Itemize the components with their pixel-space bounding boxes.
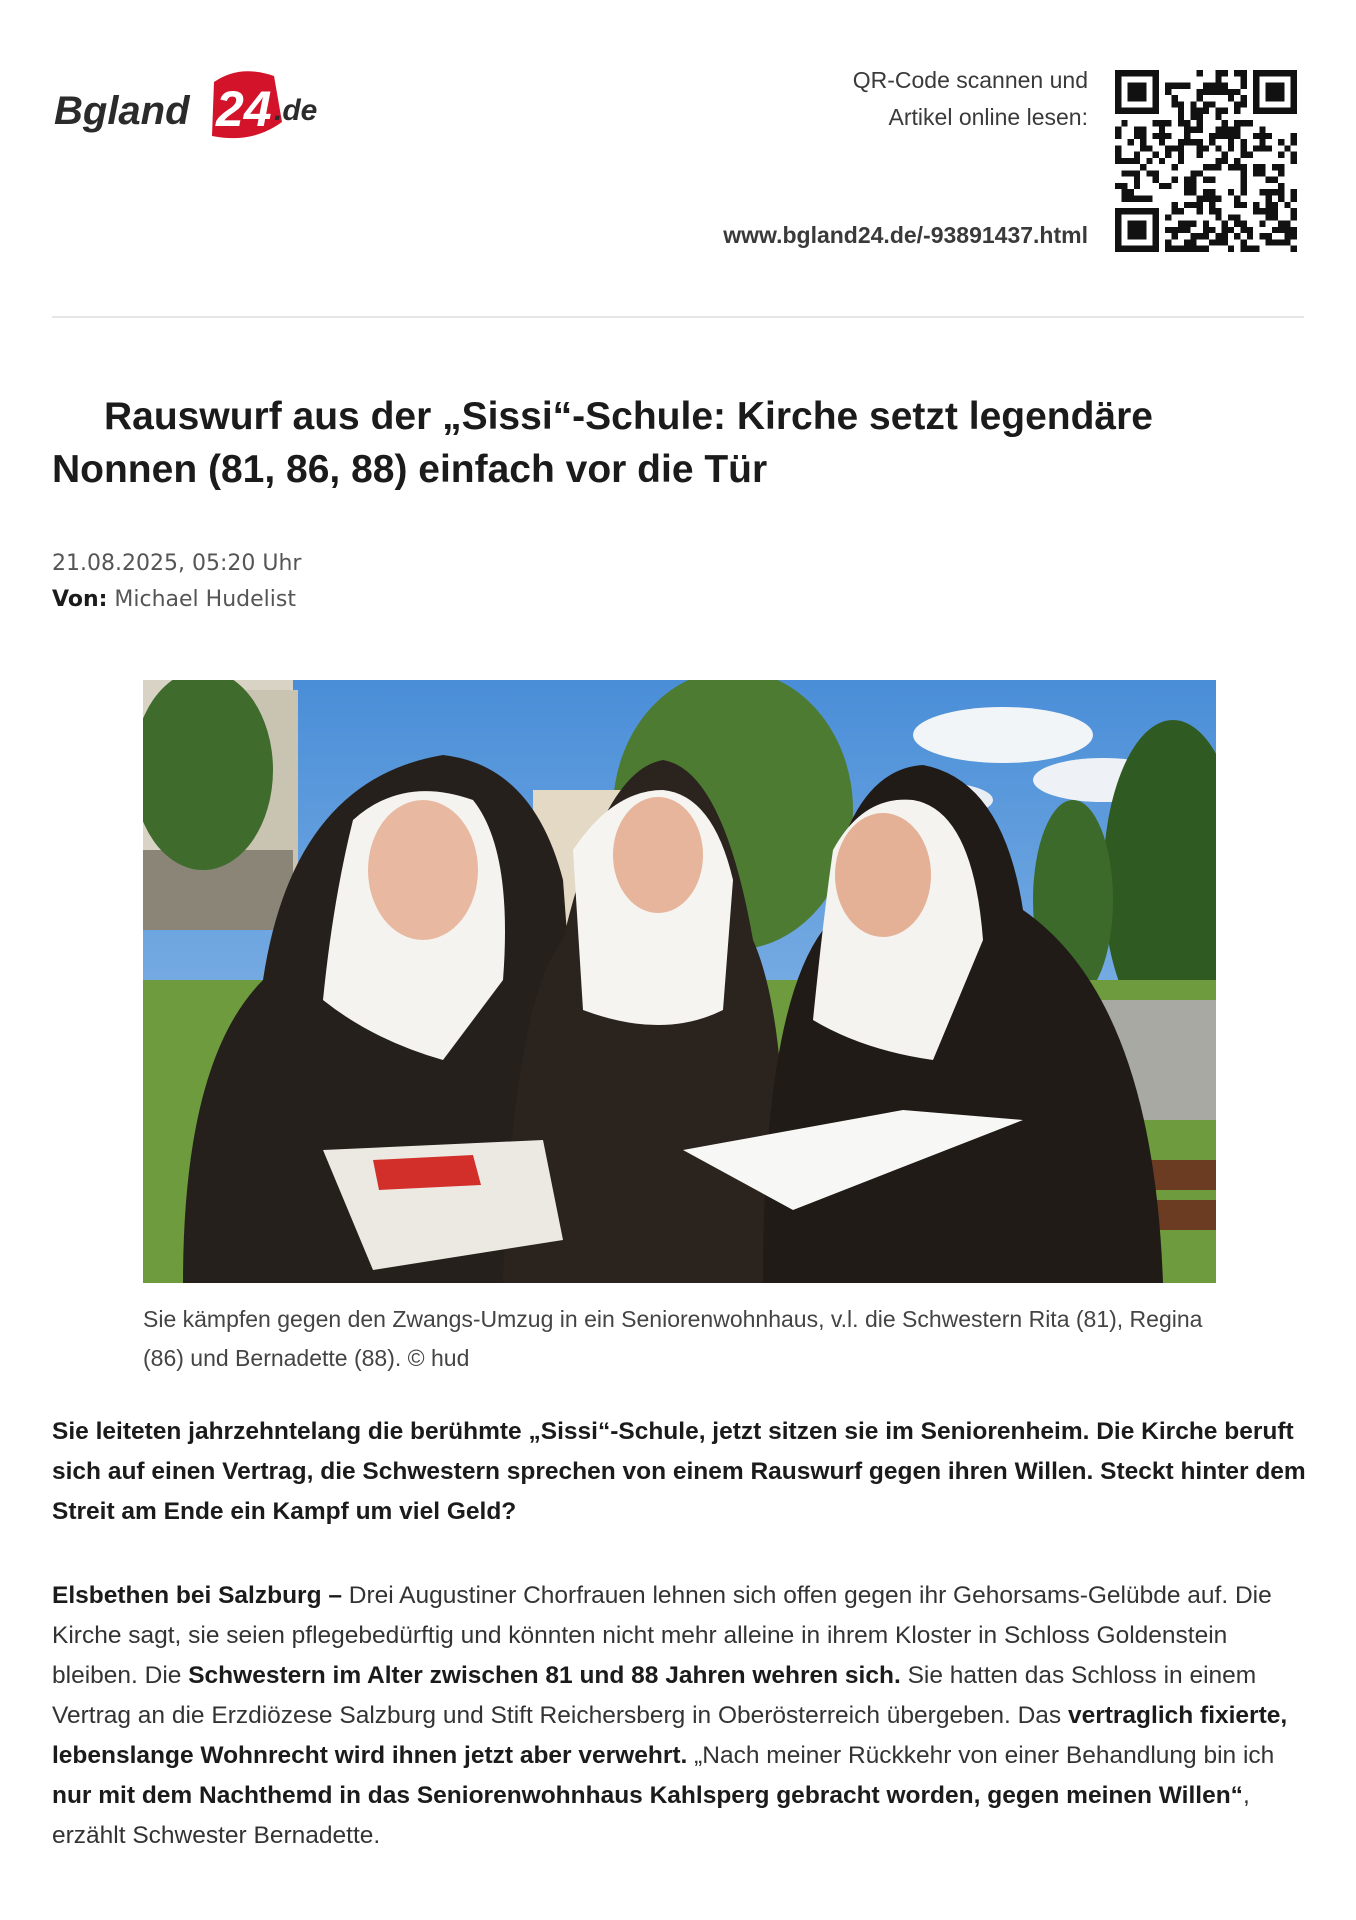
qr-caption-line1: QR-Code scannen und xyxy=(852,67,1088,93)
bgland24-logo[interactable] xyxy=(52,62,327,146)
headline-text: Rauswurf aus der „Sissi“-Schule: Kirche setzt legendäre Nonnen (81, 86, 88) einfach vor die Tür xyxy=(52,395,1153,491)
svg-text:.de: .de xyxy=(274,94,318,127)
body-text-segment: Drei Augustiner Chorfrauen lehnen sich offen gegen ihr Gehorsams-Gelübde auf. Die Kirche sagt, sie seien pflegebedürftig und könnten nicht mehr alleine in ihrem Kloster in Schloss Goldenstein bleiben. Die xyxy=(52,1582,1272,1689)
logo-wordmark xyxy=(54,71,317,138)
article-lead: Sie leiteten jahrzehntelang die berühmte „Sissi“-Schule, jetzt sitzen sie im Seniorenheim. Die Kirche beruft sich auf einen Vertrag, die Schwestern sprechen von einem Rauswurf gegen ihren Willen. Steckt hinter dem Streit am Ende ein Kampf um viel Geld? xyxy=(52,1418,1306,1525)
qr-caption-line2: Artikel online lesen: xyxy=(888,104,1088,130)
body-emphasis: Schwestern im Alter zwischen 81 und 88 Jahren wehren sich. xyxy=(188,1662,901,1689)
author-name: Michael Hudelist xyxy=(114,587,296,612)
author-label: Von: xyxy=(52,587,108,612)
article-photo xyxy=(143,680,1216,1283)
article-date: 21.08.2025, 05:20 Uhr xyxy=(52,551,302,576)
article-headline xyxy=(52,390,1292,496)
article-url[interactable]: www.bgland24.de/-93891437.html xyxy=(723,222,1088,248)
header-divider xyxy=(52,316,1304,318)
dateline: Elsbethen bei Salzburg – xyxy=(52,1582,342,1609)
svg-text:24: 24 xyxy=(216,81,272,137)
article-author-line xyxy=(52,582,301,618)
body-text-segment: Sie hatten das Schloss in einem Vertrag an die Erzdiözese Salzburg und Stift Reichersberg in Oberösterreich übergeben. Das xyxy=(52,1662,1257,1729)
body-emphasis: vertraglich fixierte, lebenslange Wohnrecht wird ihnen jetzt aber verwehrt. xyxy=(52,1702,1288,1769)
qr-code xyxy=(1115,70,1297,252)
article-meta xyxy=(52,546,301,618)
body-text-segment: , erzählt Schwester Bernadette. xyxy=(52,1782,1250,1849)
qr-caption xyxy=(853,62,1088,136)
body-text-segment: „Nach meiner Rückkehr von einer Behandlung bin ich xyxy=(687,1742,1275,1769)
photo-caption: Sie kämpfen gegen den Zwangs-Umzug in ein Seniorenwohnhaus, v.l. die Schwestern Rita (81), Regina (86) und Bernadette (88). © hud xyxy=(143,1306,1203,1371)
svg-text:Bgland: Bgland xyxy=(54,89,190,133)
body-emphasis: nur mit dem Nachthemd in das Seniorenwohnhaus Kahlsperg gebracht worden, gegen meinen Willen“ xyxy=(52,1782,1243,1809)
article-body-paragraph xyxy=(52,1576,1307,1856)
